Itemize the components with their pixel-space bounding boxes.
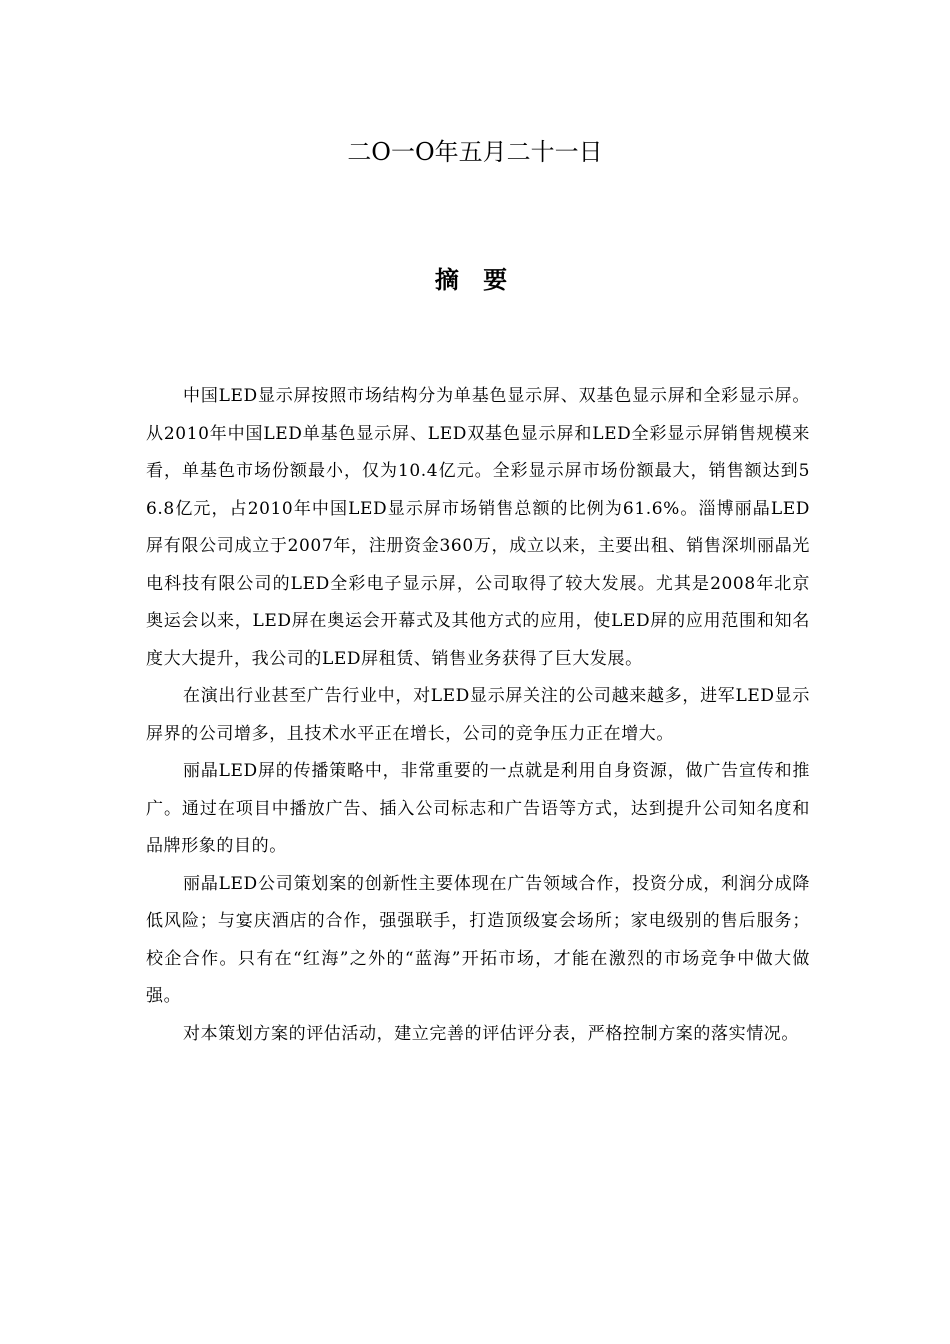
paragraph-competition: 在演出行业甚至广告行业中，对LED显示屏关注的公司越来越多，进军LED显示屏界的公司增多，且技术水平正在增长，公司的竞争压力正在增大。 [146,686,810,744]
document-date: 二O一O年五月二十一日 [347,138,603,166]
paragraph-promotion-strategy: 丽晶LED屏的传播策略中，非常重要的一点就是利用自身资源，做广告宣传和推广。通过在项目中播放广告、插入公司标志和广告语等方式，达到提升公司知名度和品牌形象的目的。 [146,761,810,856]
paragraph-innovation: 丽晶LED公司策划案的创新性主要体现在广告领域合作，投资分成，利润分成降低风险；与宴庆酒店的合作，强强联手，打造顶级宴会场所；家电级别的售后服务；校企合作。只有在“红海”之外的“蓝海”开拓市场，才能在激烈的市场竞争中做大做强。 [146,873,810,1006]
abstract-body [146,378,810,1053]
paragraph-market-overview: 中国LED显示屏按照市场结构分为单基色显示屏、双基色显示屏和全彩显示屏。从2010年中国LED单基色显示屏、LED双基色显示屏和LED全彩显示屏销售规模来看，单基色市场份额最小，仅为10.4亿元。全彩显示屏市场份额最大，销售额达到56.8亿元，占2010年中国LED显示屏市场销售总额的比例为61.6%。淄博丽晶LED屏有限公司成立于2007年，注册资金360万，成立以来，主要出租、销售深圳丽晶光电科技有限公司的LED全彩电子显示屏，公司取得了较大发展。尤其是2008年北京奥运会以来，LED屏在奥运会开幕式及其他方式的应用，使LED屏的应用范围和知名度大大提升，我公司的LED屏租赁、销售业务获得了巨大发展。 [146,386,810,669]
abstract-heading: 摘 要 [434,266,516,294]
paragraph-evaluation: 对本策划方案的评估活动，建立完善的评估评分表，严格控制方案的落实情况。 [183,1023,799,1044]
